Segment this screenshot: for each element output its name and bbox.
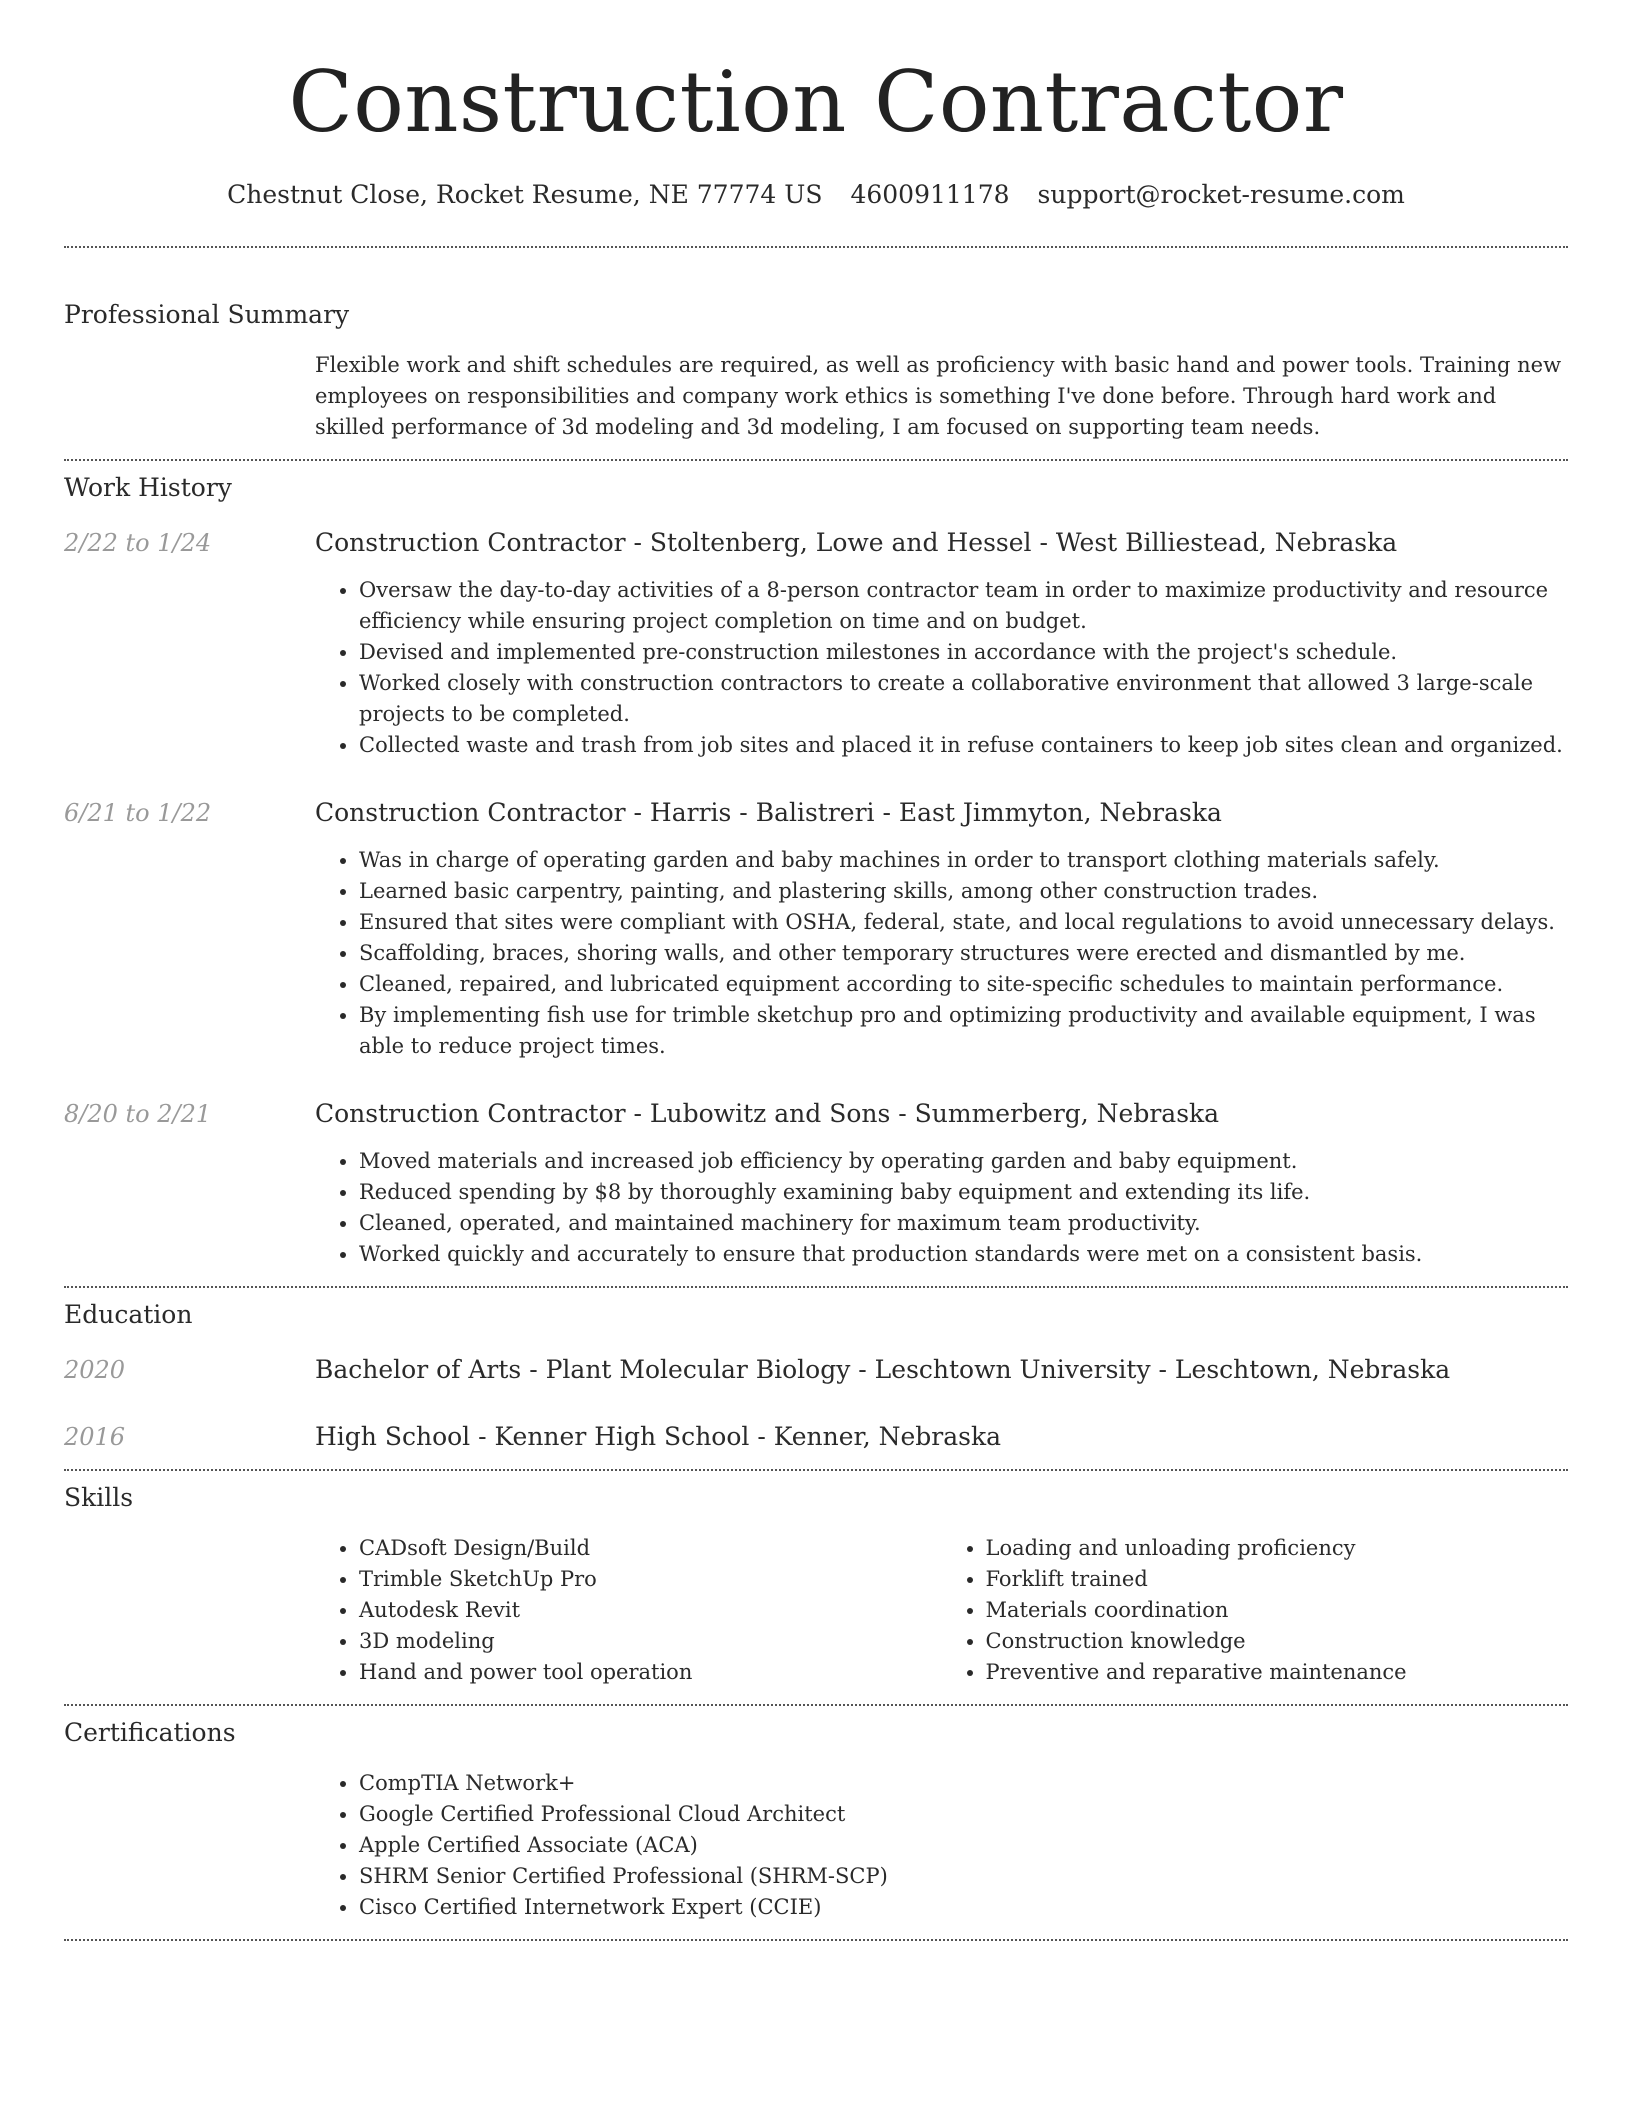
job-bullets [315, 1146, 1568, 1270]
list-item: • Learned basic carpentry, painting, and plastering skills, among other construction trades. [359, 876, 1568, 907]
job-entry [64, 1098, 1568, 1286]
list-item: • Worked closely with construction contractors to create a collaborative environment that allowed 3 large-scale projects to be completed. [359, 668, 1568, 730]
job-dates: 8/20 to 2/21 [64, 1100, 212, 1128]
list-item: • Preventive and reparative maintenance [986, 1657, 1569, 1688]
list-item: • Construction knowledge [986, 1626, 1569, 1657]
list-item: • Worked quickly and accurately to ensure that production standards were met on a consistent basis. [359, 1239, 1568, 1270]
summary-text: Flexible work and shift schedules are required, as well as proficiency with basic hand and power tools. Training new employees on responsibilities and company work ethics is something I've done before. Through hard work and skilled performance of 3d modeling and 3d modeling, I am focused on supporting team needs. [315, 353, 1562, 439]
list-item: • By implementing fish use for trimble sketchup pro and optimizing productivity and available equipment, I was able to reduce project times. [359, 1000, 1568, 1062]
list-item: • Ensured that sites were compliant with OSHA, federal, state, and local regulations to avoid unnecessary delays. [359, 907, 1568, 938]
job-entry [64, 797, 1568, 1062]
skills-list-left [315, 1533, 942, 1688]
education-section [64, 1288, 1568, 1469]
list-item: • SHRM Senior Certified Professional (SHRM-SCP) [359, 1861, 1568, 1892]
list-item: • Devised and implemented pre-construction milestones in accordance with the project's schedule. [359, 637, 1568, 668]
contact-phone: 4600911178 [850, 180, 1010, 209]
skills-list-right [942, 1533, 1569, 1688]
list-item: • CADsoft Design/Build [359, 1533, 942, 1564]
list-item: • 3D modeling [359, 1626, 942, 1657]
list-item: • Oversaw the day-to-day activities of a 8-person contractor team in order to maximize productivity and resource efficiency while ensuring project completion on time and on budget. [359, 575, 1568, 637]
list-item: • Loading and unloading proficiency [986, 1533, 1569, 1564]
skills-section [64, 1471, 1568, 1704]
job-bullets [315, 845, 1568, 1062]
education-entry [64, 1421, 1568, 1469]
education-heading: High School - Kenner High School - Kenner, Nebraska [315, 1422, 1002, 1451]
list-item: • Apple Certified Associate (ACA) [359, 1830, 1568, 1861]
certifications-list [315, 1768, 1568, 1923]
list-item: • Trimble SketchUp Pro [359, 1564, 942, 1595]
section-divider [64, 1939, 1568, 1941]
job-heading: Construction Contractor - Harris - Balistreri - East Jimmyton, Nebraska [315, 798, 1222, 827]
education-heading: Bachelor of Arts - Plant Molecular Biology - Leschtown University - Leschtown, Nebraska [315, 1355, 1451, 1384]
certifications-section [64, 1706, 1568, 1939]
list-item: • Autodesk Revit [359, 1595, 942, 1626]
section-title-skills: Skills [64, 1483, 134, 1512]
list-item: • CompTIA Network+ [359, 1768, 1568, 1799]
job-dates: 2/22 to 1/24 [64, 529, 212, 557]
summary-section [64, 248, 1568, 459]
education-year: 2016 [64, 1423, 126, 1451]
list-item: • Collected waste and trash from job sites and placed it in refuse containers to keep job sites clean and organized. [359, 730, 1568, 761]
contact-address: Chestnut Close, Rocket Resume, NE 77774 US [227, 180, 823, 209]
work-history-section [64, 461, 1568, 1286]
section-title-work-history: Work History [64, 473, 232, 502]
list-item: • Cleaned, repaired, and lubricated equipment according to site-specific schedules to maintain performance. [359, 969, 1568, 1000]
list-item: • Reduced spending by $8 by thoroughly examining baby equipment and extending its life. [359, 1177, 1568, 1208]
job-dates: 6/21 to 1/22 [64, 799, 212, 827]
list-item: • Forklift trained [986, 1564, 1569, 1595]
resume-page [64, 0, 1568, 1941]
section-title-summary: Professional Summary [64, 300, 350, 329]
list-item: • Cisco Certified Internetwork Expert (CCIE) [359, 1892, 1568, 1923]
list-item: • Scaffolding, braces, shoring walls, and other temporary structures were erected and dismantled by me. [359, 938, 1568, 969]
list-item: • Materials coordination [986, 1595, 1569, 1626]
list-item: • Moved materials and increased job efficiency by operating garden and baby equipment. [359, 1146, 1568, 1177]
education-entry [64, 1354, 1568, 1386]
list-item: • Hand and power tool operation [359, 1657, 942, 1688]
job-entry [64, 527, 1568, 761]
list-item: • Google Certified Professional Cloud Architect [359, 1799, 1568, 1830]
education-year: 2020 [64, 1356, 126, 1384]
contact-email: support@rocket-resume.com [1037, 180, 1405, 209]
list-item: • Was in charge of operating garden and baby machines in order to transport clothing materials safely. [359, 845, 1568, 876]
job-heading: Construction Contractor - Lubowitz and Sons - Summerberg, Nebraska [315, 1099, 1220, 1128]
resume-name: Construction Contractor [288, 53, 1344, 151]
list-item: • Cleaned, operated, and maintained machinery for maximum team productivity. [359, 1208, 1568, 1239]
job-bullets [315, 575, 1568, 761]
job-heading: Construction Contractor - Stoltenberg, Lowe and Hessel - West Billiestead, Nebraska [315, 528, 1398, 557]
contact-line [64, 178, 1568, 212]
section-title-certifications: Certifications [64, 1718, 236, 1747]
section-title-education: Education [64, 1300, 193, 1329]
